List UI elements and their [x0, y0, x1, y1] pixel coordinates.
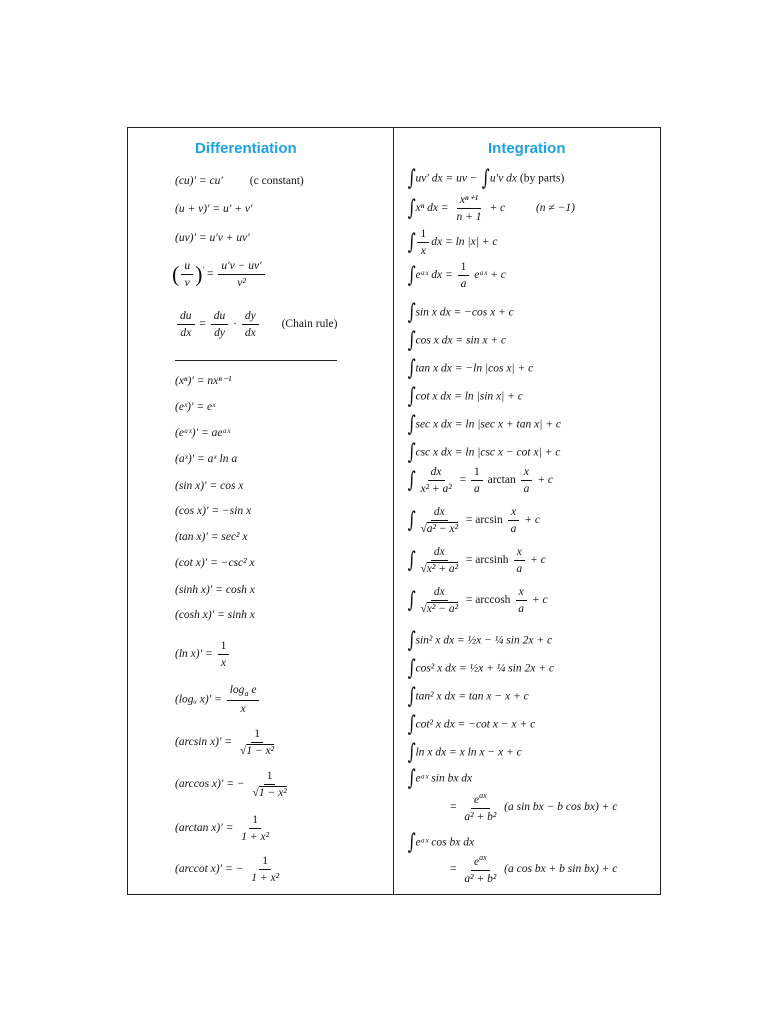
diff-arccos: (arccos x)′ = − $\frac{1}{\text{√1 − x²}}$ [175, 770, 287, 800]
int-arctan: ∫ $\frac{dx}{\text{x² + a²}}$ = $\frac{1}{a}$ arctan $\frac{x}{a}$ + c [407, 466, 553, 496]
int-exp-sin-result: = $\frac{e^{ax}}{\text{a² + b²}}$ (a sin bx − b cos bx) + c [450, 791, 618, 824]
int-sec: ∫sec x dx = ln |sec x + tan x| + c [407, 412, 561, 437]
int-exp-cos-result: = $\frac{e^{ax}}{\text{a² + b²}}$ (a cos bx + b sin bx) + c [450, 853, 618, 886]
int-ln: ∫ln x dx = x ln x − x + c [407, 740, 522, 765]
n-condition-note: (n ≠ −1) [535, 202, 575, 215]
diff-sum-rule: (u + v)′ = u′ + v′ [175, 203, 253, 215]
diff-exp-a: (aˣ)′ = aˣ ln a [175, 453, 238, 465]
int-exp: ∫eᵃˣ dx = $\frac{1}{a}$ eᵃˣ + c [407, 261, 506, 291]
diff-exp-e: (eˣ)′ = eˣ [175, 401, 216, 413]
diff-log: (logₐ x)′ = $\frac{\log_a e}{x}$ [175, 684, 261, 715]
formula-sheet [127, 127, 661, 895]
int-cos-squared: ∫cos² x dx = ½x + ¼ sin 2x + c [407, 656, 554, 681]
diff-exp-eax: (eᵃˣ)′ = aeᵃˣ [175, 427, 231, 439]
diff-chain-rule: $\frac{du}{dx}$ = $\frac{du}{dy}$ · $\frac{dy}{dx}$ (Chain rule) [175, 310, 337, 339]
quotient-denominator: v² [237, 277, 246, 290]
by-parts-note: (by parts) [519, 172, 565, 185]
int-tan-squared: ∫tan² x dx = tan x − x + c [407, 684, 529, 709]
int-power: ∫xⁿ dx = $\frac{\text{xⁿ⁺¹}}{n + 1}$ + c (n ≠ −1) [407, 194, 575, 224]
int-cos: ∫cos x dx = sin x + c [407, 328, 507, 353]
chain-rule-note: (Chain rule) [281, 318, 338, 331]
int-exp-cos: ∫eᵃˣ cos bx dx [407, 830, 475, 855]
integration-heading: Integration [488, 140, 566, 157]
diff-constant-multiple: (cu)′ = cu′ (c constant) [175, 175, 304, 187]
c-constant-note: (c constant) [249, 175, 304, 187]
differentiation-heading: Differentiation [195, 140, 297, 157]
int-exp-sin: ∫eᵃˣ sin bx dx [407, 766, 473, 791]
diff-arctan: (arctan x)′ = $\frac{1}{\text{1 + x²}}$ [175, 814, 270, 844]
diff-power: (xⁿ)′ = nxⁿ⁻¹ [175, 375, 232, 387]
int-by-parts: ∫uv′ dx = uv − ∫u′v dx (by parts) [407, 166, 565, 191]
diff-tan: (tan x)′ = sec² x [175, 531, 248, 543]
column-divider [393, 128, 394, 894]
diff-ln: (ln x)′ = $\frac{1}{x}$ [175, 640, 231, 669]
int-arccosh: ∫ $\frac{dx}{\text{√x² − a²}}$ = arccosh $\frac{x}{a}$ + c [407, 586, 548, 616]
section-rule [175, 360, 337, 361]
int-sin-squared: ∫sin² x dx = ½x − ¼ sin 2x + c [407, 628, 553, 653]
diff-cos: (cos x)′ = −sin x [175, 505, 252, 517]
quotient-numerator: u′v − uv′ [218, 260, 264, 275]
int-tan: ∫tan x dx = −ln |cos x| + c [407, 356, 534, 381]
int-arcsinh: ∫ $\frac{dx}{\text{√x² + a²}}$ = arcsinh $\frac{x}{a}$ + c [407, 546, 546, 576]
int-reciprocal: ∫ $\frac{1}{x}$ dx = ln |x| + c [407, 228, 498, 258]
int-csc: ∫csc x dx = ln |csc x − cot x| + c [407, 440, 561, 465]
diff-quotient-rule: ( $\frac{u}{v}$ )′ = $\frac{u'v - uv'}{\text{v²}}$ [172, 260, 267, 289]
diff-arcsin: (arcsin x)′ = $\frac{1}{\text{√1 − x²}}$ [175, 728, 275, 758]
diff-arccot: (arccot x)′ = − $\frac{1}{\text{1 + x²}}$ [175, 855, 280, 885]
diff-sin: (sin x)′ = cos x [175, 480, 244, 492]
diff-cosh: (cosh x)′ = sinh x [175, 609, 255, 621]
diff-product-rule: (uv)′ = u′v + uv′ [175, 232, 250, 244]
int-cot: ∫cot x dx = ln |sin x| + c [407, 384, 523, 409]
int-cot-squared: ∫cot² x dx = −cot x − x + c [407, 712, 536, 737]
diff-sinh: (sinh x)′ = cosh x [175, 584, 255, 596]
diff-cot: (cot x)′ = −csc² x [175, 557, 255, 569]
int-sin: ∫sin x dx = −cos x + c [407, 300, 514, 325]
int-arcsin: ∫ $\frac{dx}{\text{√a² − x²}}$ = arcsin $\frac{x}{a}$ + c [407, 506, 541, 536]
